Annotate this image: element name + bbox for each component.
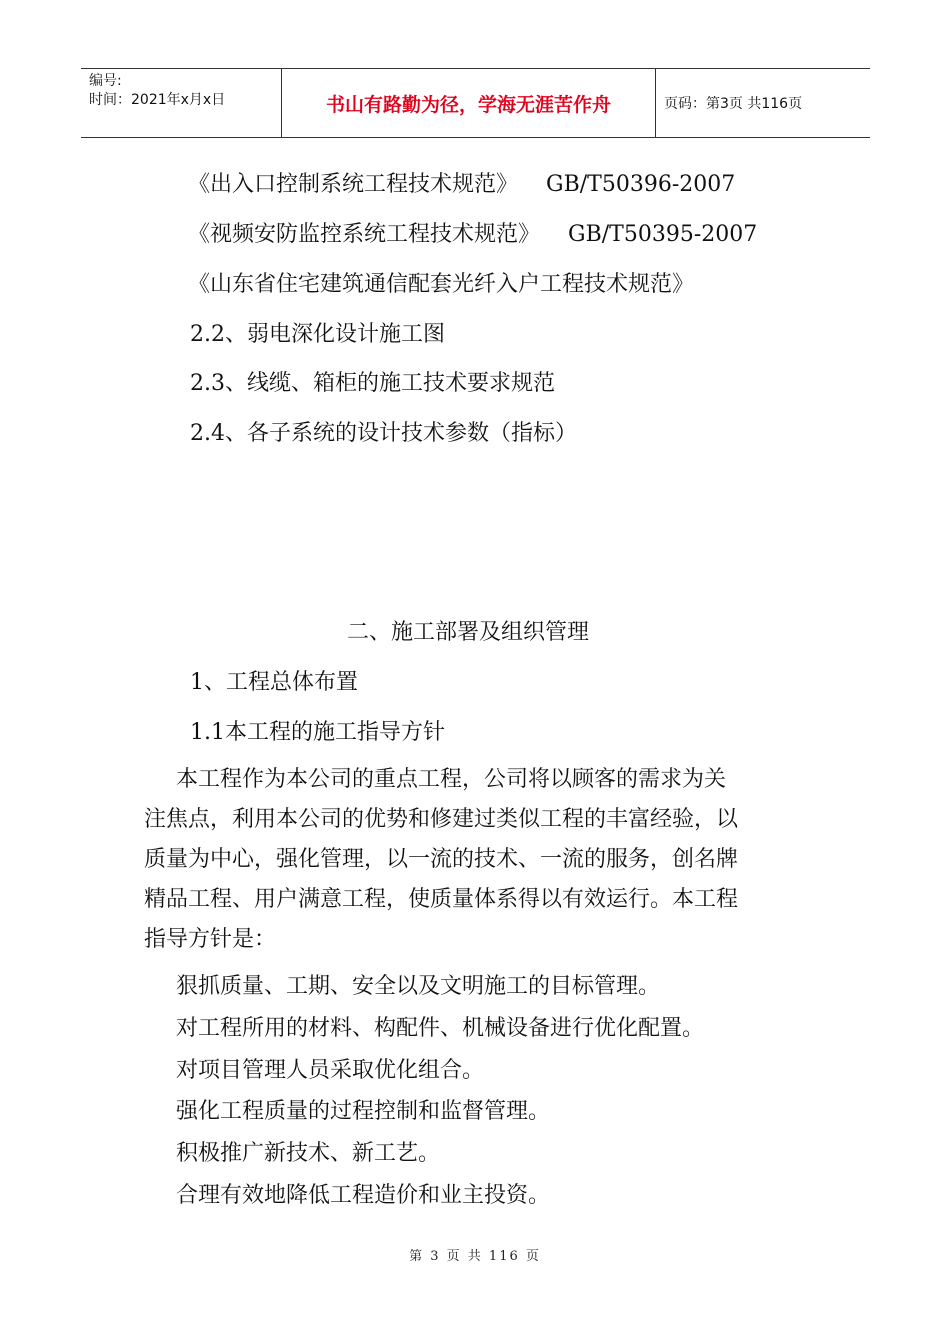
policy-item: 强化工程质量的过程控制和监督管理。 [176, 1099, 551, 1124]
page-header [81, 68, 870, 138]
policy-item: 合理有效地降低工程造价和业主投资。 [176, 1183, 551, 1208]
paragraph-line: 质量为中心，强化管理，以一流的技术、一流的服务，创名牌 [144, 847, 739, 872]
subsection-heading: 1、工程总体布置 [190, 670, 358, 695]
reference-code: GB/T50396-2007 [546, 172, 736, 197]
document-number-label: 编号: [89, 73, 122, 89]
paragraph-line: 精品工程、用户满意工程，使质量体系得以有效运行。本工程 [144, 887, 739, 912]
document-date: 时间：2021年x月x日 [89, 92, 226, 108]
page-footer: 第 3 页 共 116 页 [409, 1249, 541, 1264]
paragraph-line: 指导方针是： [144, 927, 277, 952]
reference-line [188, 270, 694, 300]
list-item: 2.2、弱电深化设计施工图 [190, 322, 445, 347]
list-item: 2.3、线缆、箱柜的施工技术要求规范 [190, 371, 555, 396]
reference-title: 《山东省住宅建筑通信配套光纤入户工程技术规范》 [188, 272, 695, 297]
reference-title: 《视频安防监控系统工程技术规范》 [188, 222, 541, 247]
header-page-info: 页码：第3页 共116页 [664, 96, 803, 112]
body-paragraph [144, 760, 824, 960]
paragraph-line: 本工程作为本公司的重点工程，公司将以顾客的需求为关 [176, 767, 727, 792]
policy-item: 积极推广新技术、新工艺。 [176, 1141, 441, 1166]
paragraph-line: 注焦点，利用本公司的优势和修建过类似工程的丰富经验，以 [144, 807, 739, 832]
reference-line [188, 170, 735, 200]
header-meta [81, 69, 282, 137]
header-motto: 书山有路勤为径，学海无涯苦作舟 [282, 69, 656, 137]
policy-item: 对工程所用的材料、构配件、机械设备进行优化配置。 [176, 1016, 705, 1041]
reference-title: 《出入口控制系统工程技术规范》 [188, 172, 519, 197]
section-title: 二、施工部署及组织管理 [347, 620, 590, 645]
subsection-heading: 1.1本工程的施工指导方针 [190, 720, 445, 745]
policy-item: 狠抓质量、工期、安全以及文明施工的目标管理。 [176, 974, 661, 999]
reference-line [188, 220, 757, 250]
policy-item: 对项目管理人员采取优化组合。 [176, 1058, 485, 1083]
reference-code: GB/T50395-2007 [568, 222, 758, 247]
list-item: 2.4、各子系统的设计技术参数（指标） [190, 421, 577, 446]
